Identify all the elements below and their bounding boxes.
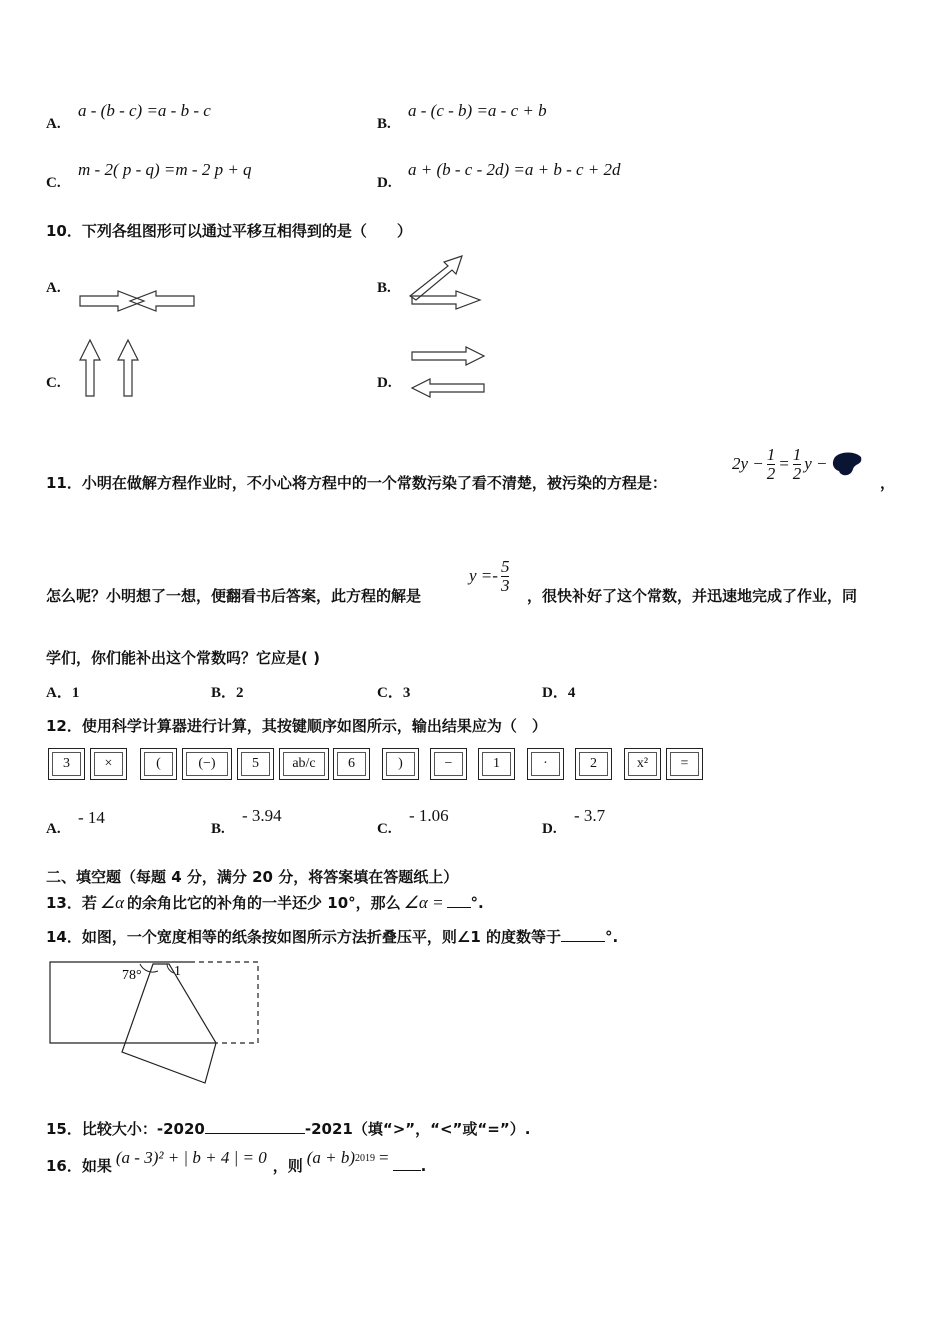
q9-option-c-label: C. bbox=[46, 175, 61, 191]
key-negative: (−) bbox=[182, 748, 232, 780]
q9-option-a-expr: a - (b - c) =a - b - c bbox=[78, 101, 211, 120]
q11-sol-frac bbox=[501, 558, 510, 595]
q14-answer-blank[interactable] bbox=[561, 941, 605, 942]
key-decimal: · bbox=[527, 748, 564, 780]
q16 bbox=[46, 1148, 427, 1176]
q9-option-a-label: A. bbox=[46, 116, 61, 132]
q11-frac-2-num: 1 bbox=[792, 445, 802, 464]
q9-option-d-expr: a + (b - c - 2d) =a + b - c + 2d bbox=[408, 160, 621, 179]
q14-stem: 14．如图，一个宽度相等的纸条按如图所示方法折叠压平，则∠1 的度数等于 bbox=[46, 928, 561, 946]
q11-frac-1-den: 2 bbox=[766, 463, 776, 483]
q15-post: -2021（填“>”，“<”或“=”）. bbox=[304, 1120, 531, 1138]
q13-angle: ∠α bbox=[99, 893, 125, 912]
q13-post: °. bbox=[470, 894, 484, 912]
key-close-paren: ) bbox=[382, 748, 419, 780]
q11-stem-part2b: ，很快补好了这个常数，并迅速地完成了作业，同 bbox=[527, 587, 858, 605]
q11-solution bbox=[469, 558, 509, 595]
q10-figure-a bbox=[76, 286, 200, 316]
key-2: 2 bbox=[575, 748, 612, 780]
q14 bbox=[46, 926, 618, 947]
q10-figure-d bbox=[404, 344, 494, 404]
q13 bbox=[46, 892, 484, 913]
q16-answer-blank[interactable] bbox=[393, 1170, 421, 1171]
key-square: x² bbox=[624, 748, 661, 780]
q10-option-b-label: B. bbox=[377, 280, 391, 296]
q15-answer-blank[interactable] bbox=[205, 1133, 305, 1134]
q16-pre: 16．如果 bbox=[46, 1157, 112, 1175]
key-minus: − bbox=[430, 748, 467, 780]
q16-expr2: (a + b) bbox=[306, 1148, 356, 1167]
q14-folded-strip-figure bbox=[40, 955, 270, 1090]
section-2-heading: 二、填空题（每题 4 分，满分 20 分，将答案填在答题纸上） bbox=[46, 868, 459, 886]
q16-exponent: 2019 bbox=[355, 1153, 376, 1164]
q10-option-d-label: D. bbox=[377, 375, 392, 391]
q13-mid: 的余角比它的补角的一半还少 10°，那么 bbox=[127, 894, 401, 912]
q11-eq-mid: = bbox=[778, 454, 790, 474]
q11-sol-lhs: y =- bbox=[469, 566, 498, 586]
q10-stem: 10．下列各组图形可以通过平移互相得到的是（ ） bbox=[46, 222, 412, 240]
key-1: 1 bbox=[478, 748, 515, 780]
q10-figure-b bbox=[404, 252, 488, 316]
q12-option-c-label: C. bbox=[377, 821, 392, 837]
q13-angle2: ∠α = bbox=[403, 893, 444, 912]
ink-smudge-icon bbox=[831, 451, 863, 477]
q11-frac-2-den: 2 bbox=[792, 463, 802, 483]
q10-option-a-label: A. bbox=[46, 280, 61, 296]
q12-stem: 12．使用科学计算器进行计算，其按键顺序如图所示，输出结果应为（ ） bbox=[46, 717, 547, 735]
key-multiply: × bbox=[90, 748, 127, 780]
key-fraction: ab/c bbox=[279, 748, 329, 780]
q11-sol-num: 5 bbox=[500, 557, 510, 576]
key-equals: = bbox=[666, 748, 703, 780]
q15-pre: 15．比较大小：-2020 bbox=[46, 1120, 205, 1138]
q10-figure-c bbox=[76, 338, 146, 400]
q13-pre: 13．若 bbox=[46, 894, 97, 912]
q11-stem-part2a: 怎么呢？小明想了一想，便翻看书后答案，此方程的解是 bbox=[46, 587, 422, 605]
q12-option-d-label: D. bbox=[542, 821, 557, 837]
q14-one-label: 1 bbox=[174, 964, 181, 979]
q9-option-c-expr: m - 2( p - q) =m - 2 p + q bbox=[78, 160, 252, 179]
q11-stem-part1: 11．小明在做解方程作业时，不小心将方程中的一个常数污染了看不清楚，被污染的方程是： bbox=[46, 474, 667, 492]
q13-answer-blank[interactable] bbox=[447, 907, 471, 908]
q11-sol-den: 3 bbox=[500, 575, 510, 595]
q14-post: °. bbox=[604, 928, 619, 946]
q11-equation bbox=[732, 446, 863, 483]
q12-option-d-value: - 3.7 bbox=[574, 806, 606, 825]
q11-frac-1-num: 1 bbox=[766, 445, 776, 464]
q10-option-c-label: C. bbox=[46, 375, 61, 391]
q12-option-c-value: - 1.06 bbox=[409, 806, 449, 825]
q11-option-b: B．2 bbox=[211, 685, 244, 701]
q11-stem-part3: 学们，你们能补出这个常数吗？它应是( ) bbox=[46, 649, 320, 667]
q9-option-d-label: D. bbox=[377, 175, 392, 191]
q11-option-a: A．1 bbox=[46, 685, 80, 701]
key-6: 6 bbox=[333, 748, 370, 780]
q9-option-b-label: B. bbox=[377, 116, 391, 132]
q12-option-b-value: - 3.94 bbox=[242, 806, 282, 825]
q11-eq-rhs: y − bbox=[804, 454, 828, 474]
q12-option-a-label: A. bbox=[46, 821, 61, 837]
q15 bbox=[46, 1118, 530, 1139]
q11-frac-2 bbox=[793, 446, 802, 483]
q11-frac-1 bbox=[767, 446, 776, 483]
q16-mid: ，则 bbox=[272, 1157, 303, 1175]
q12-option-a-value: - 14 bbox=[78, 808, 105, 827]
key-5: 5 bbox=[237, 748, 274, 780]
q9-option-b-expr: a - (c - b) =a - c + b bbox=[408, 101, 547, 120]
q11-comma: ， bbox=[880, 474, 896, 492]
q14-angle-label: 78° bbox=[122, 968, 142, 983]
key-open-paren: ( bbox=[140, 748, 177, 780]
q12-option-b-label: B. bbox=[211, 821, 225, 837]
q16-expr1: (a - 3)² + | b + 4 | = 0 bbox=[115, 1148, 267, 1167]
key-3: 3 bbox=[48, 748, 85, 780]
q16-eq: = bbox=[379, 1148, 389, 1167]
q16-post: . bbox=[420, 1157, 427, 1175]
q11-option-c: C．3 bbox=[377, 685, 411, 701]
q11-option-d: D．4 bbox=[542, 685, 576, 701]
q11-eq-lhs: 2y − bbox=[732, 454, 764, 474]
